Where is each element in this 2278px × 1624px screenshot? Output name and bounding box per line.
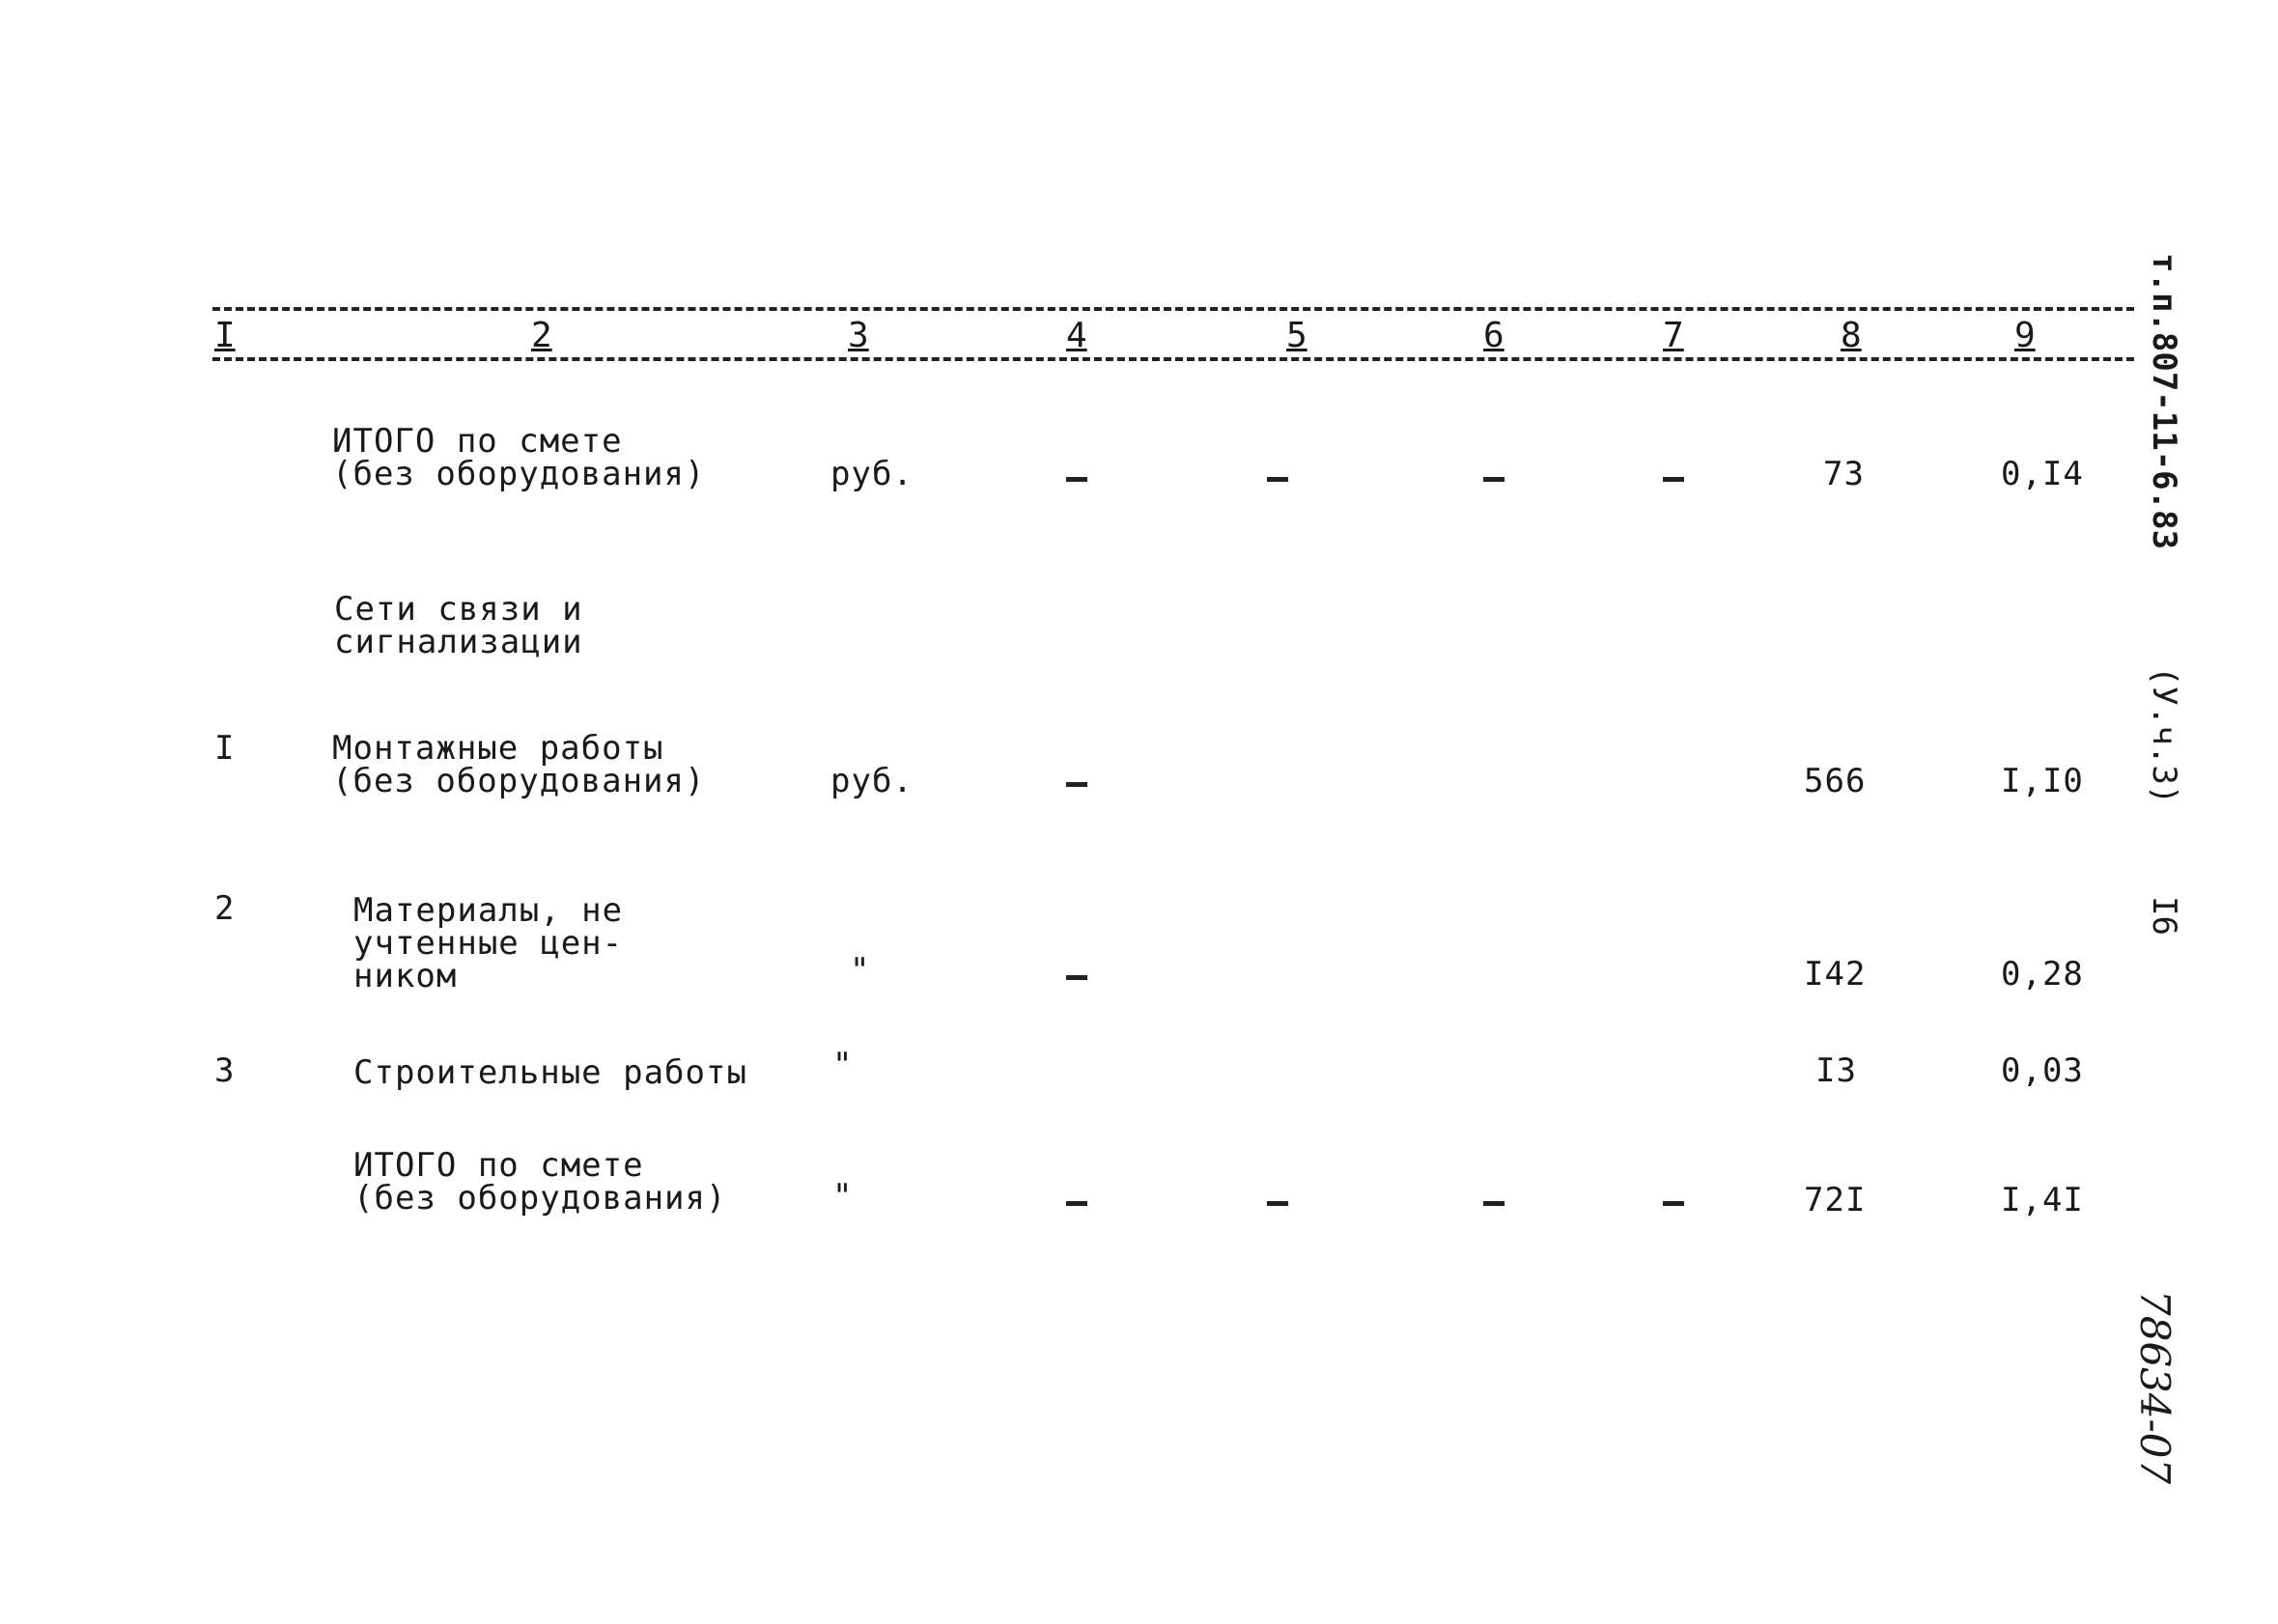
value-cell-9: 0,03 bbox=[2001, 1051, 2084, 1090]
value-cell-8: 566 bbox=[1804, 762, 1867, 800]
column-header-2: 2 bbox=[531, 316, 552, 355]
column-header-3: 3 bbox=[848, 316, 869, 355]
row-label-line: Монтажные работы bbox=[332, 729, 664, 768]
dash-cell-4 bbox=[1066, 782, 1087, 787]
value-cell-8: 72I bbox=[1804, 1181, 1867, 1219]
unit-cell: руб. bbox=[830, 455, 914, 493]
column-header-7: 7 bbox=[1663, 316, 1684, 355]
document-code: т.п.807-11-6.83 bbox=[2145, 253, 2183, 550]
value-cell-9: 0,I4 bbox=[2001, 455, 2084, 493]
unit-cell: " bbox=[850, 951, 871, 990]
value-cell-9: I,4I bbox=[2001, 1181, 2084, 1219]
row-label-line: (без оборудования) bbox=[332, 762, 706, 800]
column-header-8: 8 bbox=[1841, 316, 1862, 355]
value-cell-9: 0,28 bbox=[2001, 955, 2084, 994]
row-number: I bbox=[214, 729, 236, 768]
value-cell-8: 73 bbox=[1823, 455, 1865, 493]
header-bottom-rule bbox=[212, 357, 2134, 361]
page-number: I6 bbox=[2145, 896, 2183, 936]
unit-cell: " bbox=[832, 1046, 854, 1084]
volume-label: (У.ч.3) bbox=[2145, 666, 2183, 805]
row-label-line: ИТОГО по смете bbox=[353, 1146, 644, 1185]
value-cell-8: I3 bbox=[1815, 1051, 1857, 1090]
row-label bbox=[353, 1146, 727, 1218]
dash-cell-4 bbox=[1066, 975, 1087, 980]
row-number: 3 bbox=[214, 1051, 236, 1090]
dash-cell-5 bbox=[1267, 1201, 1288, 1206]
column-header-6: 6 bbox=[1483, 316, 1505, 355]
row-label-line: Материалы, не bbox=[353, 891, 624, 930]
row-label bbox=[332, 729, 706, 800]
row-label: Строительные работы bbox=[353, 1053, 747, 1092]
archive-number: 78634-07 bbox=[2131, 1290, 2179, 1485]
row-label-line: ником bbox=[353, 957, 458, 995]
header-top-rule bbox=[212, 307, 2134, 311]
row-label-line: (без оборудования) bbox=[332, 455, 706, 493]
section-heading bbox=[334, 590, 583, 661]
dash-cell-5 bbox=[1267, 477, 1288, 482]
column-header-5: 5 bbox=[1286, 316, 1308, 355]
row-label-line: (без оборудования) bbox=[353, 1179, 727, 1218]
dash-cell-6 bbox=[1483, 1201, 1505, 1206]
dash-cell-7 bbox=[1663, 1201, 1684, 1206]
value-cell-9: I,I0 bbox=[2001, 762, 2084, 800]
dash-cell-4 bbox=[1066, 477, 1087, 482]
value-cell-8: I42 bbox=[1804, 955, 1867, 994]
column-header-9: 9 bbox=[2014, 316, 2036, 355]
column-header-1: I bbox=[214, 316, 236, 355]
row-label-line: учтенные цен- bbox=[353, 924, 624, 963]
row-label bbox=[332, 422, 706, 493]
dash-cell-4 bbox=[1066, 1201, 1087, 1206]
column-header-4: 4 bbox=[1066, 316, 1087, 355]
row-label-line: ИТОГО по смете bbox=[332, 422, 623, 461]
row-label bbox=[353, 891, 624, 995]
section-heading-line: Сети связи и bbox=[334, 590, 583, 629]
section-heading-line: сигнализации bbox=[334, 623, 583, 661]
unit-cell: руб. bbox=[830, 762, 914, 800]
dash-cell-7 bbox=[1663, 477, 1684, 482]
dash-cell-6 bbox=[1483, 477, 1505, 482]
row-number: 2 bbox=[214, 889, 236, 928]
unit-cell: " bbox=[832, 1177, 854, 1216]
